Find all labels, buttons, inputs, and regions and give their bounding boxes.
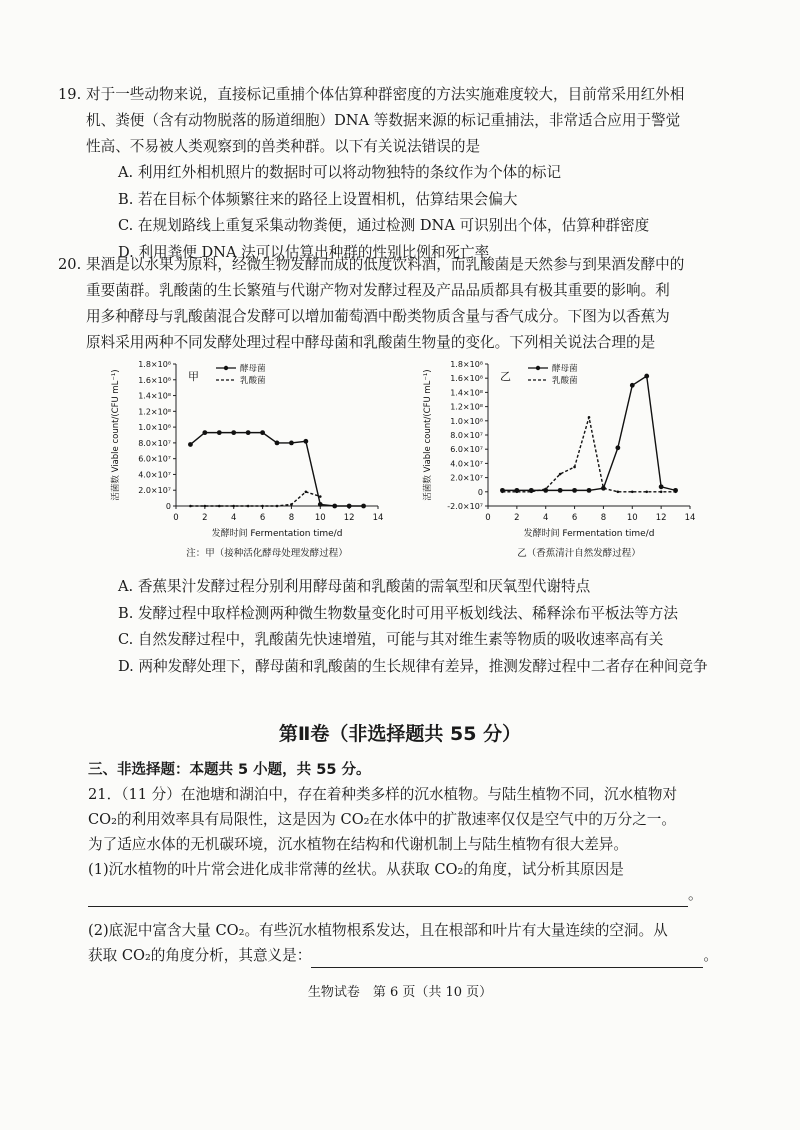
q21-line-1: 21．（11 分）在池塘和湖泊中，存在着种类多样的沉水植物。与陆生植物不同，沉水植物对 bbox=[88, 786, 678, 803]
c0-x-tick-label: 4 bbox=[231, 513, 237, 523]
c1-data-point-s1 bbox=[630, 383, 635, 388]
c1-x-tick-label: 10 bbox=[626, 513, 638, 523]
c0-x-tick-label: 12 bbox=[343, 513, 355, 523]
q20-option-d: D. 两种发酵处理下，酵母菌和乳酸菌的生长规律有差异，推测发酵过程中二者存在种间竞争 bbox=[118, 657, 708, 675]
c1-data-point-s1 bbox=[659, 484, 664, 489]
c0-data-point-s2 bbox=[218, 505, 221, 508]
c1-y-tick-label: 6.0×10⁷ bbox=[450, 445, 483, 455]
chart-yi-svg bbox=[412, 354, 712, 569]
c0-data-point-s1 bbox=[217, 430, 222, 435]
c1-data-point-s2 bbox=[674, 491, 677, 494]
c0-data-point-s1 bbox=[347, 504, 352, 509]
q20-options bbox=[118, 574, 738, 680]
c1-data-point-s2 bbox=[645, 491, 648, 494]
c0-x-tick-label: 2 bbox=[202, 513, 208, 523]
c0-data-point-s1 bbox=[289, 440, 294, 445]
c0-data-point-s1 bbox=[275, 440, 280, 445]
c0-y-tick-label: 4.0×10⁷ bbox=[138, 470, 171, 480]
c1-series-line-2 bbox=[502, 417, 675, 492]
c0-data-point-s2 bbox=[276, 505, 279, 508]
q19-stem-line-2: 机、粪便（含有动物脱落的肠道细胞）DNA 等数据来源的标记重捕法，非常适合应用于警觉 bbox=[86, 112, 681, 129]
c0-legend-marker-1 bbox=[224, 366, 228, 370]
c1-data-point-s2 bbox=[516, 491, 519, 494]
q21-line-2: CO₂的利用效率具有局限性，这是因为 CO₂在水体中的扩散速率仅仅是空气中的万分之一。 bbox=[88, 811, 676, 828]
q19-option-d: D. 利用粪便 DNA 法可以估算出种群的性别比例和死亡率 bbox=[118, 243, 490, 261]
c1-y-tick-label: 2.0×10⁷ bbox=[450, 473, 483, 483]
c0-data-point-s2 bbox=[189, 505, 192, 508]
c0-y-tick-label: 2.0×10⁷ bbox=[138, 486, 171, 496]
c0-data-point-s2 bbox=[319, 495, 322, 498]
c1-y-axis-label: 活菌数 Viable count/(CFU mL⁻¹) bbox=[423, 369, 433, 501]
c0-data-point-s1 bbox=[231, 430, 236, 435]
c0-data-point-s2 bbox=[247, 505, 250, 508]
q19-stem-line-3: 性高、不易被人类观察到的兽类种群。以下有关说法错误的是 bbox=[86, 138, 481, 155]
c1-x-axis-label: 发酵时间 Fermentation time/d bbox=[523, 529, 655, 539]
c0-data-point-s1 bbox=[361, 504, 366, 509]
q21-answer-blank-2[interactable] bbox=[311, 951, 703, 968]
c0-data-point-s1 bbox=[303, 439, 308, 444]
c1-panel-label: 乙 bbox=[500, 370, 511, 383]
q20-stem-line-1: 果酒是以水果为原料，经微生物发酵而成的低度饮料酒，而乳酸菌是天然参与到果酒发酵中的 bbox=[86, 256, 685, 273]
chart-jia-svg bbox=[100, 354, 400, 569]
c0-panel-label: 甲 bbox=[188, 370, 199, 383]
c1-data-point-s1 bbox=[558, 488, 563, 493]
c0-y-tick-label: 1.8×10⁸ bbox=[138, 360, 171, 369]
c1-data-point-s2 bbox=[588, 416, 591, 419]
c1-legend-label-2: 乳酸菌 bbox=[552, 376, 578, 386]
c1-data-point-s2 bbox=[617, 491, 620, 494]
c0-y-tick-label: 1.4×10⁸ bbox=[138, 391, 171, 401]
c0-y-tick-label: 1.0×10⁸ bbox=[138, 423, 171, 433]
c1-y-tick-label: -2.0×10⁷ bbox=[447, 502, 483, 511]
c0-data-point-s1 bbox=[260, 430, 265, 435]
c0-x-tick-label: 8 bbox=[288, 513, 295, 523]
c1-y-tick-label: 0 bbox=[477, 487, 483, 497]
c0-data-point-s2 bbox=[232, 505, 235, 508]
c1-data-point-s2 bbox=[631, 491, 634, 494]
c0-series-line-2 bbox=[190, 492, 320, 506]
c1-legend-label-1: 酵母菌 bbox=[552, 364, 578, 374]
c1-data-point-s2 bbox=[559, 473, 562, 476]
q21-end-mark-2: 。 bbox=[703, 947, 718, 964]
q19-options bbox=[118, 160, 738, 266]
section-title: 第Ⅱ卷（非选择题共 55 分） bbox=[278, 723, 522, 745]
c0-y-tick-label: 6.0×10⁷ bbox=[138, 454, 171, 464]
c1-y-tick-label: 1.2×10⁸ bbox=[450, 402, 483, 412]
c0-y-tick-label: 1.6×10⁸ bbox=[138, 375, 171, 385]
q21-end-mark-1: 。 bbox=[688, 886, 703, 903]
c1-y-tick-label: 4.0×10⁷ bbox=[450, 459, 483, 469]
c1-chart-caption: 乙（香蕉清汁自然发酵过程） bbox=[517, 548, 641, 559]
c1-data-point-s2 bbox=[573, 466, 576, 469]
c0-y-tick-label: 0 bbox=[165, 502, 171, 511]
c1-series-line-1 bbox=[502, 376, 675, 490]
c1-x-tick-label: 12 bbox=[655, 513, 667, 523]
c1-data-point-s2 bbox=[660, 491, 663, 494]
c0-y-axis-label: 活菌数 Viable count/(CFU mL⁻¹) bbox=[111, 369, 121, 501]
question-21 bbox=[88, 782, 748, 968]
c1-data-point-s2 bbox=[530, 491, 533, 494]
q19-option-a: A. 利用红外相机照片的数据时可以将动物独特的条纹作为个体的标记 bbox=[118, 164, 562, 181]
c1-data-point-s1 bbox=[615, 445, 620, 450]
c1-data-point-s1 bbox=[644, 374, 649, 379]
c1-y-tick-label: 8.0×10⁷ bbox=[450, 431, 483, 440]
c0-x-tick-label: 14 bbox=[372, 513, 384, 523]
c0-chart-caption: 注：甲（接种活化酵母处理发酵过程） bbox=[186, 548, 348, 559]
c1-data-point-s1 bbox=[587, 488, 592, 493]
q21-sub2-line-1: (2)底泥中富含大量 CO₂。有些沉水植物根系发达，且在根部和叶片有大量连续的空洞。从 bbox=[88, 922, 668, 939]
c0-y-tick-label: 8.0×10⁷ bbox=[138, 438, 171, 448]
q21-answer-blank-1[interactable] bbox=[88, 890, 688, 907]
q19-option-c: C. 在规划路线上重复采集动物粪便，通过检测 DNA 可识别出个体，估算种群密度 bbox=[118, 217, 650, 234]
c0-data-point-s1 bbox=[332, 504, 337, 509]
c0-x-tick-label: 0 bbox=[173, 513, 179, 523]
q20-option-b: B. 发酵过程中取样检测两种微生物数量变化时可用平板划线法、稀释涂布平板法等方法 bbox=[118, 604, 678, 622]
chart-jia bbox=[100, 354, 400, 573]
c1-data-point-s2 bbox=[544, 488, 547, 491]
c0-data-point-s1 bbox=[318, 502, 323, 507]
c0-data-point-s1 bbox=[188, 442, 193, 447]
c0-data-point-s2 bbox=[305, 491, 308, 494]
c0-legend-label-1: 酵母菌 bbox=[240, 364, 266, 374]
part3-heading: 三、非选择题：本题共 5 小题，共 55 分。 bbox=[88, 762, 371, 778]
q21-sub2-line-2: 获取 CO₂的角度分析，其意义是： bbox=[88, 947, 312, 964]
c1-x-tick-label: 2 bbox=[514, 513, 520, 523]
q20-number: 20. bbox=[58, 256, 82, 273]
c0-x-axis-label: 发酵时间 Fermentation time/d bbox=[211, 529, 343, 539]
q20-option-c: C. 自然发酵过程中，乳酸菌先快速增殖，可能与其对维生素等物质的吸收速率高有关 bbox=[118, 631, 664, 648]
c1-x-tick-label: 0 bbox=[485, 513, 491, 523]
c0-data-point-s1 bbox=[246, 430, 251, 435]
c1-y-tick-label: 1.6×10⁸ bbox=[450, 374, 483, 384]
c1-data-point-s1 bbox=[572, 488, 577, 493]
c0-x-tick-label: 6 bbox=[259, 513, 266, 523]
c1-data-point-s2 bbox=[501, 491, 504, 494]
c1-data-point-s2 bbox=[602, 487, 605, 490]
question-19 bbox=[58, 82, 746, 160]
q19-stem-line-1: 对于一些动物来说，直接标记重捕个体估算种群密度的方法实施难度较大，目前常采用红外相 bbox=[86, 86, 685, 103]
question-20 bbox=[58, 252, 746, 356]
c0-data-point-s2 bbox=[261, 505, 264, 508]
c0-data-point-s2 bbox=[290, 503, 293, 506]
q20-stem-line-4: 原料采用两种不同发酵处理过程中酵母菌和乳酸菌生物量的变化。下列相关说法合理的是 bbox=[86, 334, 656, 351]
q21-line-4: (1)沉水植物的叶片常会进化成非常薄的丝状。从获取 CO₂的角度，试分析其原因是 bbox=[88, 861, 624, 878]
page-footer: 生物试卷 第 6 页（共 10 页） bbox=[307, 985, 493, 1000]
c1-y-tick-label: 1.4×10⁸ bbox=[450, 388, 483, 398]
c1-x-tick-label: 8 bbox=[600, 513, 607, 523]
c0-legend-label-2: 乳酸菌 bbox=[240, 376, 266, 386]
c1-legend-marker-1 bbox=[536, 366, 540, 370]
c0-y-tick-label: 1.2×10⁸ bbox=[138, 407, 171, 417]
q20-option-a: A. 香蕉果汁发酵过程分别利用酵母菌和乳酸菌的需氧型和厌氧型代谢特点 bbox=[118, 578, 591, 595]
q20-stem-line-2: 重要菌群。乳酸菌的生长繁殖与代谢产物对发酵过程及产品品质都具有极其重要的影响。利 bbox=[86, 282, 670, 299]
c1-y-tick-label: 1.8×10⁸ bbox=[450, 360, 483, 369]
q20-stem-line-3: 用多种酵母与乳酸菌混合发酵可以增加葡萄酒中酚类物质含量与香气成分。下图为以香蕉为 bbox=[86, 308, 670, 325]
q19-number: 19. bbox=[58, 86, 82, 103]
c1-x-tick-label: 6 bbox=[571, 513, 578, 523]
c1-x-tick-label: 4 bbox=[543, 513, 549, 523]
c0-data-point-s2 bbox=[204, 505, 207, 508]
c0-x-tick-label: 10 bbox=[314, 513, 326, 523]
q21-line-3: 为了适应水体的无机碳环境，沉水植物在结构和代谢机制上与陆生植物有很大差异。 bbox=[88, 836, 628, 853]
c0-data-point-s1 bbox=[202, 430, 207, 435]
c1-y-tick-label: 1.0×10⁸ bbox=[450, 416, 483, 426]
chart-yi bbox=[412, 354, 712, 573]
q19-option-b: B. 若在目标个体频繁往来的路径上设置相机，估算结果会偏大 bbox=[118, 190, 518, 208]
c1-x-tick-label: 14 bbox=[684, 513, 696, 523]
